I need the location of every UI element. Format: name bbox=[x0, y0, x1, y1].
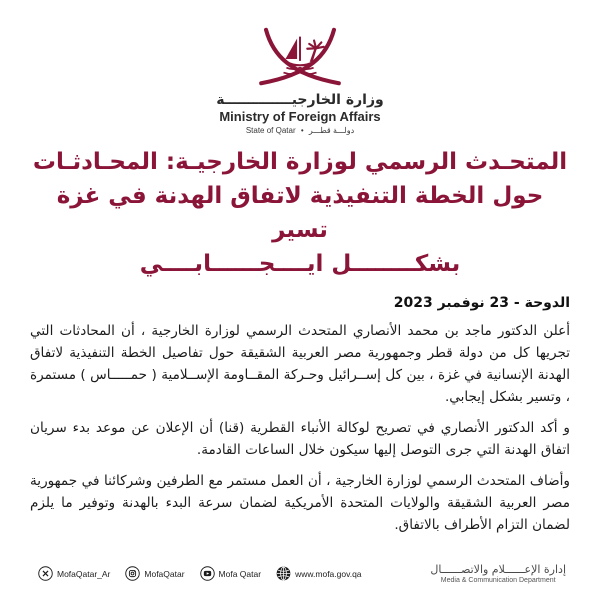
statement-headline bbox=[28, 145, 572, 281]
headline-line-2: حول الخطة التنفيذية لاتفاق الهدنة في غزة تسير bbox=[56, 183, 544, 243]
social-link-youtube[interactable] bbox=[200, 566, 262, 581]
statement-body bbox=[30, 320, 570, 536]
website-link[interactable] bbox=[276, 566, 361, 581]
state-separator: • bbox=[300, 126, 304, 135]
dateline: الدوحة - 23 نوفمبر 2023 bbox=[393, 295, 570, 311]
department-name-english: Media & Communication Department bbox=[440, 577, 556, 584]
social-links-row bbox=[38, 566, 362, 581]
x-icon bbox=[38, 566, 53, 581]
department-block bbox=[430, 563, 566, 584]
state-arabic: دولـــة قطـــر bbox=[308, 126, 355, 135]
website-url: www.mofa.gov.qa bbox=[295, 568, 362, 579]
ministry-name-english: Ministry of Foreign Affairs bbox=[219, 109, 381, 124]
social-link-x[interactable] bbox=[38, 566, 110, 581]
social-handle: MofaQatar bbox=[144, 568, 185, 579]
paragraph-1: أعلن الدكتور ماجد بن محمد الأنصاري المتحدث الرسمي لوزارة الخارجية ، أن المحادثات التي تجريها كل من دولة قطر وجمهورية مصر العربية الشقيقة حول تفاصيل الخطة التنفيذية لاتفاق الهدنة الإنسانية في غزة ، بين كل إســرائيل وحـركة المقــاومة الإســلامية ( حمـــــاس ) مستمرة ، وتسير بشكل إيجابي. bbox=[30, 323, 570, 405]
qatar-emblem-icon bbox=[252, 24, 348, 90]
paragraph-3: وأضاف المتحدث الرسمي لوزارة الخارجية ، أن العمل مستمر مع الطرفين وشركائنا في جمهورية مصر العربية الشقيقة والولايات المتحدة الأمريكية لضمان سرعة البدء بالهدنة وتوفير ما يلزم لضمان التزام الأطراف بالاتفاق. bbox=[30, 473, 570, 533]
social-handle: Mofa Qatar bbox=[218, 568, 262, 579]
headline-line-3: بشكــــــــل ايــــجــــــابــــي bbox=[139, 251, 461, 277]
headline-line-1: المتحـدث الرسمي لوزارة الخارجيـة: المحـادثـات bbox=[32, 149, 568, 175]
state-english: State of Qatar bbox=[245, 126, 296, 135]
state-of-qatar-line bbox=[0, 126, 600, 135]
social-handle: MofaQatar_Ar bbox=[57, 568, 111, 579]
department-name-arabic: إدارة الإعــــــلام والاتصــــــال bbox=[430, 563, 566, 576]
paragraph-2: و أكد الدكتور الأنصاري في تصريح لوكالة الأنباء القطرية (قنا) أن الإعلان عن موعد بدء سريان اتفاق الهدنة التي جرى التوصل إليها سيكون خلال الساعات القادمة. bbox=[30, 420, 570, 458]
globe-icon bbox=[276, 566, 291, 581]
ministry-name-arabic: وزارة الخارجيــــــــــــــة bbox=[216, 92, 384, 108]
social-link-instagram[interactable] bbox=[125, 566, 184, 581]
instagram-icon bbox=[125, 566, 140, 581]
footer bbox=[0, 563, 600, 584]
youtube-icon bbox=[200, 566, 215, 581]
mofa-logo bbox=[0, 0, 600, 135]
